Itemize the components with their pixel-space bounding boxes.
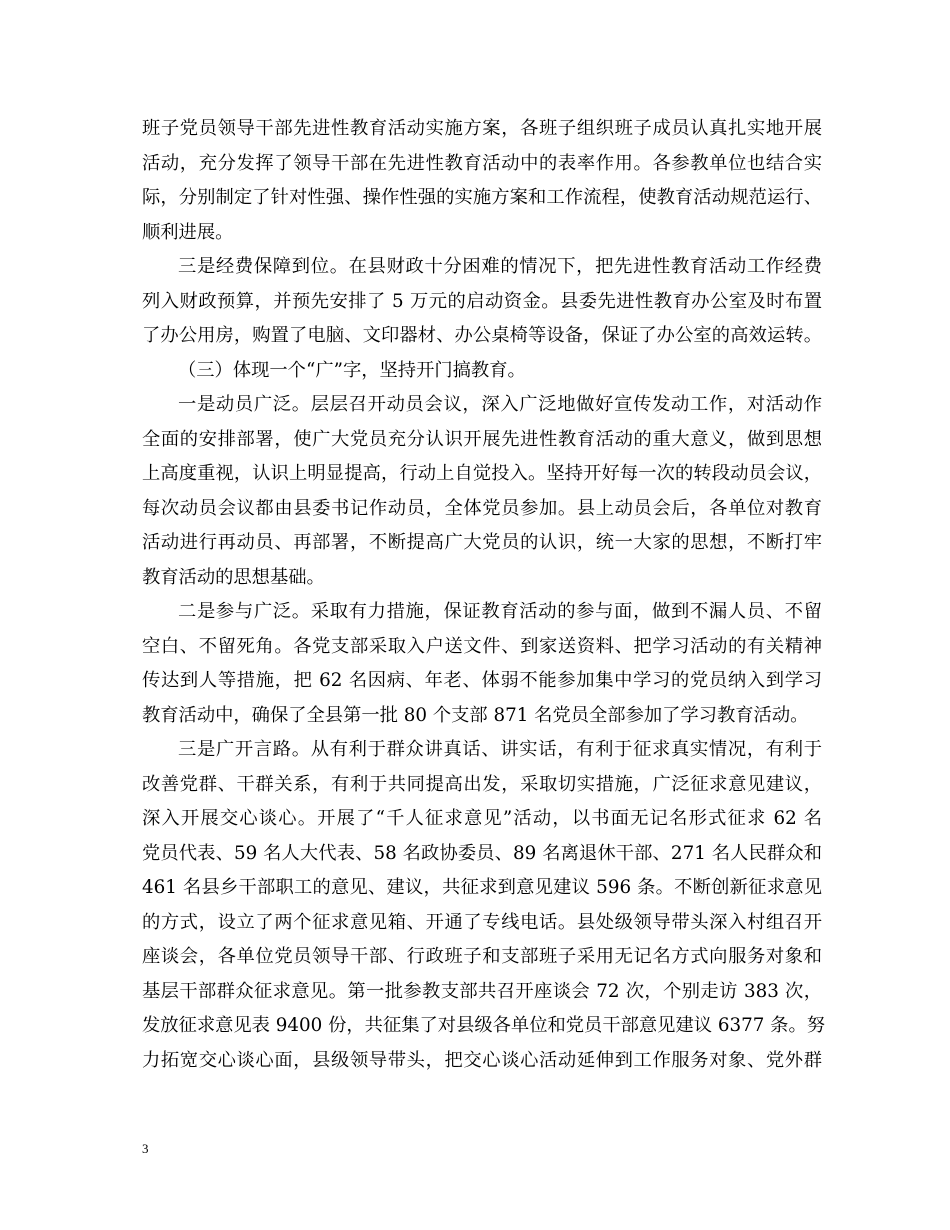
paragraph-line: 全面的安排部署，使广大党员充分认识开展先进性教育活动的重大意义，做到思想 — [142, 428, 822, 450]
paragraph-line: 际，分别制定了针对性强、操作性强的实施方案和工作流程，使教育活动规范运行、 — [142, 187, 822, 208]
paragraph-line: 教育活动中，确保了全县第一批 80 个支部 871 名党员全部参加了学习教育活动。 — [142, 704, 809, 726]
paragraph-line: 每次动员会议都由县委书记作动员，全体党员参加。县上动员会后，各单位对教育 — [142, 497, 822, 519]
paragraph-line: 深入开展交心谈心。开展了“千人征求意见”活动，以书面无记名形式征求 62 名 — [142, 808, 822, 829]
paragraph-line: 座谈会，各单位党员领导干部、行政班子和支部班子采用无记名方式向服务对象和 — [142, 946, 822, 967]
paragraph-line: 教育活动的思想基础。 — [142, 566, 325, 588]
paragraph-line: 三是经费保障到位。在县财政十分困难的情况下，把先进性教育活动工作经费 — [178, 256, 822, 277]
paragraph-line: 传达到人等措施，把 62 名因病、年老、体弱不能参加集中学习的党员纳入到学习 — [142, 670, 822, 691]
paragraph-line: 二是参与广泛。采取有力措施，保证教育活动的参与面，做到不漏人员、不留 — [178, 601, 822, 622]
page-number: 3 — [142, 1141, 149, 1156]
paragraph-line: 党员代表、59 名人大代表、58 名政协委员、89 名离退休干部、271 名人民群众和 — [142, 842, 822, 864]
document-body — [142, 112, 826, 1078]
paragraph-line: 发放征求意见表 9400 份，共征集了对县级各单位和党员干部意见建议 6377 条。努 — [142, 1015, 826, 1036]
paragraph-line: 的方式，设立了两个征求意见箱、开通了专线电话。县处级领导带头深入村组召开 — [142, 911, 822, 933]
paragraph-line: 列入财政预算，并预先安排了 5 万元的启动资金。县委先进性教育办公室及时布置 — [142, 290, 822, 312]
paragraph-line: 了办公用房，购置了电脑、文印器材、办公桌椅等设备，保证了办公室的高效运转。 — [142, 325, 822, 346]
paragraph-line: 改善党群、干群关系，有利于共同提高出发，采取切实措施，广泛征求意见建议， — [142, 773, 822, 795]
paragraph-line: 上高度重视，认识上明显提高，行动上自觉投入。坚持开好每一次的转段动员会议， — [142, 463, 822, 484]
paragraph-line: 基层干部群众征求意见。第一批参教支部共召开座谈会 72 次，个别走访 383 次， — [142, 980, 822, 1002]
paragraph-line: 461 名县乡干部职工的意见、建议，共征求到意见建议 596 条。不断创新征求意见 — [142, 877, 822, 898]
paragraph-line: 活动，充分发挥了领导干部在先进性教育活动中的表率作用。各参教单位也结合实 — [142, 152, 822, 174]
paragraph-line: 班子党员领导干部先进性教育活动实施方案，各班子组织班子成员认真扎实地开展 — [142, 118, 822, 139]
paragraph-line: 三是广开言路。从有利于群众讲真话、讲实话，有利于征求真实情况，有利于 — [178, 739, 822, 760]
paragraph-line: 顺利进展。 — [142, 221, 234, 243]
paragraph-line: 空白、不留死角。各党支部采取入户送文件、到家送资料、把学习活动的有关精神 — [142, 635, 822, 657]
paragraph-line: 力拓宽交心谈心面，县级领导带头，把交心谈心活动延伸到工作服务对象、党外群 — [142, 1049, 822, 1071]
paragraph-line: 活动进行再动员、再部署，不断提高广大党员的认识，统一大家的思想，不断打牢 — [142, 532, 822, 553]
paragraph-line: 一是动员广泛。层层召开动员会议，深入广泛地做好宣传发动工作，对活动作 — [178, 394, 822, 415]
section-heading: （三）体现一个“广”字，坚持开门搞教育。 — [178, 359, 526, 381]
